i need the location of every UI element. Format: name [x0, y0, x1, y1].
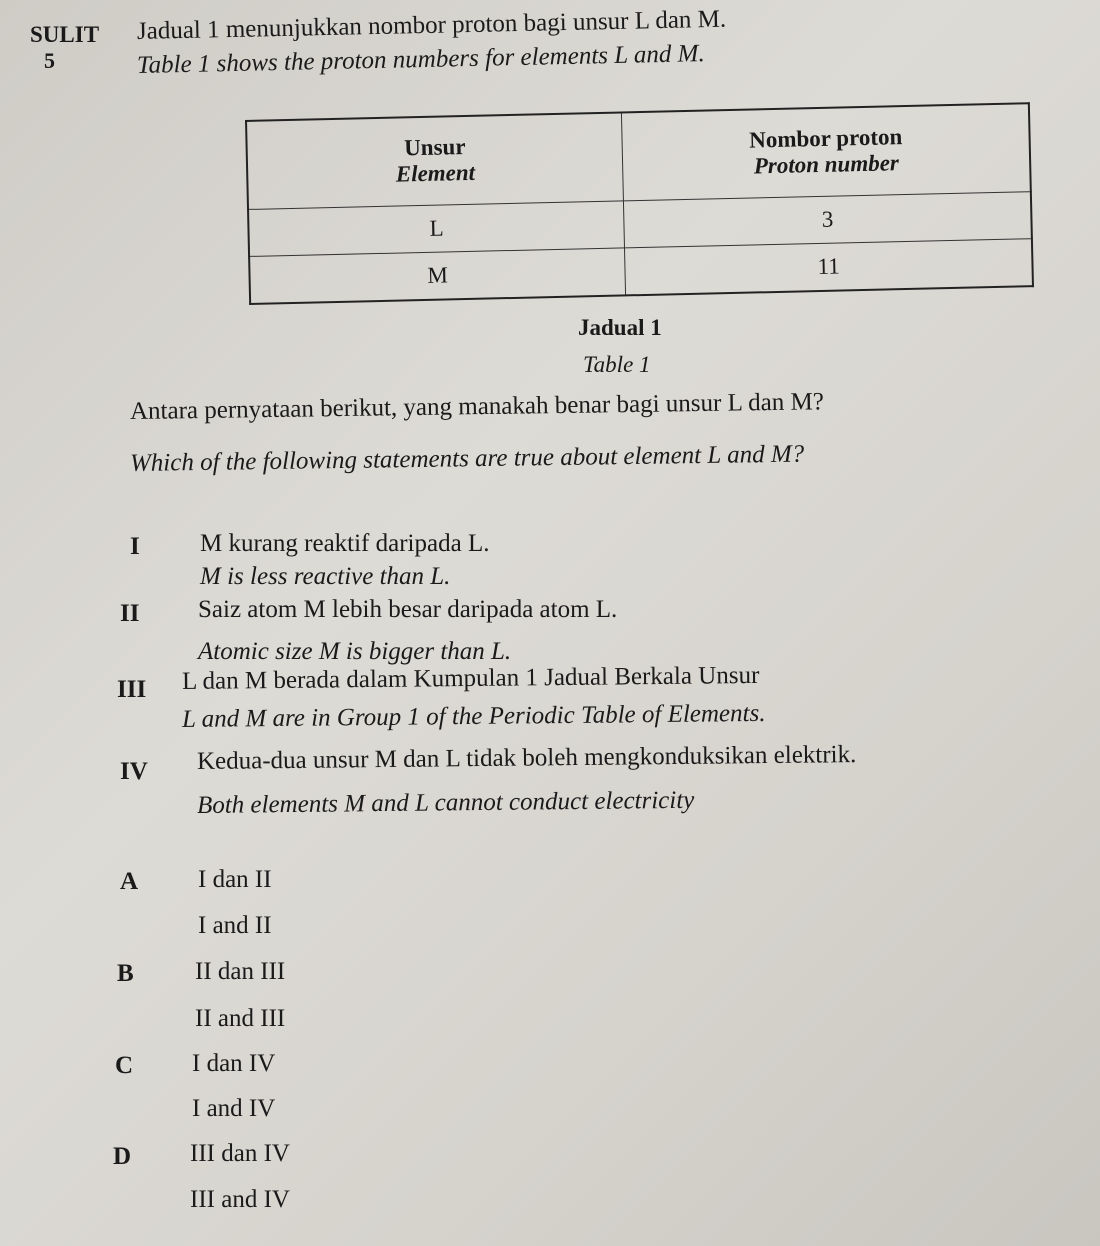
statement-number: II: [120, 600, 140, 627]
cell-element: L: [248, 200, 625, 256]
intro-english: Table 1 shows the proton numbers for elements L and M.: [136, 40, 706, 79]
proton-table: [245, 102, 1034, 305]
sulit-label: SULIT: [30, 22, 100, 47]
table-caption-english: Table 1: [583, 352, 651, 377]
option-english: I and IV: [192, 1095, 276, 1122]
option-malay: III dan IV: [190, 1140, 290, 1167]
cell-proton: 3: [624, 191, 1032, 247]
question-malay: Antara pernyataan berikut, yang manakah benar bagi unsur L dan M?: [129, 388, 825, 425]
statement-english: L and M are in Group 1 of the Periodic Table of Elements.: [181, 699, 766, 733]
question-number: 5: [44, 48, 55, 73]
cell-proton: 11: [625, 238, 1033, 295]
option-malay: I dan II: [198, 866, 272, 893]
statement-number: IV: [120, 758, 148, 785]
statement-english: Atomic size M is bigger than L.: [198, 638, 512, 665]
option-malay: I dan IV: [192, 1050, 276, 1077]
statement-number: III: [117, 676, 147, 703]
statement-number: I: [130, 533, 140, 560]
option-letter: A: [120, 868, 139, 895]
header-element: [246, 112, 624, 209]
statement-malay: Saiz atom M lebih besar daripada atom L.: [198, 596, 618, 623]
option-english: II and III: [195, 1005, 286, 1032]
header-proton-malay: Nombor proton: [748, 124, 903, 153]
statement-malay: M kurang reaktif daripada L.: [200, 530, 490, 557]
statement-malay: Kedua-dua unsur M dan L tidak boleh mengkonduksikan elektrik.: [196, 741, 857, 775]
option-malay: II dan III: [195, 958, 286, 985]
option-letter: C: [115, 1052, 134, 1079]
header-proton-english: Proton number: [753, 150, 900, 179]
statement-english: M is less reactive than L.: [200, 563, 451, 590]
question-english: Which of the following statements are true about element L and M?: [129, 440, 805, 477]
cell-element: M: [249, 247, 626, 303]
option-letter: B: [117, 960, 134, 987]
statement-malay: L dan M berada dalam Kumpulan 1 Jadual Berkala Unsur: [181, 661, 760, 695]
header-element-english: Element: [395, 160, 476, 187]
header-element-malay: Unsur: [403, 134, 466, 161]
option-letter: D: [113, 1143, 132, 1170]
header-proton: [622, 103, 1031, 200]
intro-malay: Jadual 1 menunjukkan nombor proton bagi unsur L dan M.: [136, 5, 727, 45]
option-english: III and IV: [190, 1186, 290, 1213]
option-english: I and II: [198, 912, 272, 939]
table-caption-malay: Jadual 1: [578, 315, 662, 340]
statement-english: Both elements M and L cannot conduct electricity: [196, 786, 695, 819]
